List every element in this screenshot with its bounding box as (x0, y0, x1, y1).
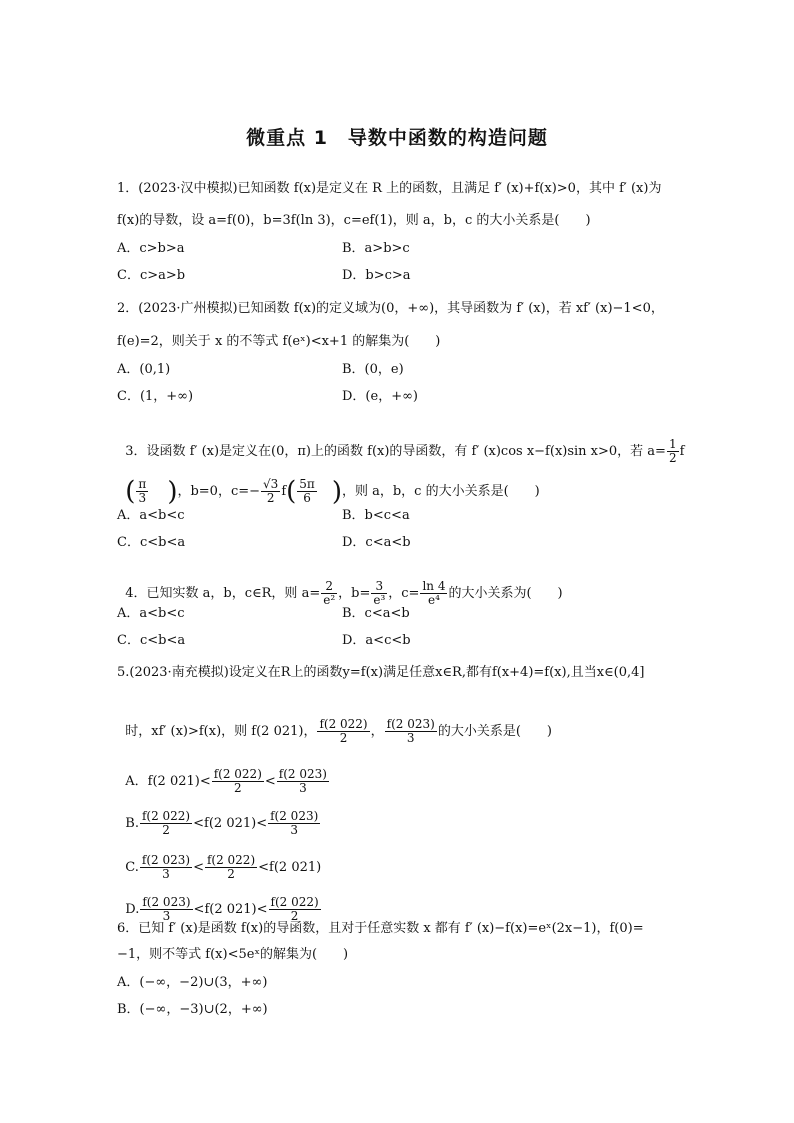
q3-fraction-pi-over-3: $\frac{\pi}{3}$ (138, 477, 147, 505)
q6-option-a: A．(−∞，−2)∪(3，+∞) (117, 975, 268, 990)
q2-option-d: D．(e，+∞) (342, 389, 418, 404)
q4-fraction-b: $\frac{3}{\text{e³}}$ (373, 579, 386, 607)
q5-option-c: C. $\frac{f(2 023)}{3}$ < $\frac{f(2 022)}{2}$ <f(2 021) (125, 853, 322, 881)
q5-option-d: D. $\frac{f(2 023)}{3}$ <f(2 021)< $\frac{f(2 022)}{2}$ (125, 895, 319, 923)
q2-option-c: C．(1，+∞) (117, 389, 194, 404)
q1-option-a: A．c>b>a (117, 241, 185, 256)
q3-fraction-sqrt3-over-2: $\frac{√3}{2}$ (263, 477, 279, 505)
q2-line-1: 2．(2023·广州模拟)已知函数 f(x)的定义域为(0，+∞)，其导函数为 f′ (x)，若 xf′ (x)−1<0， (117, 301, 664, 316)
page-title: 微重点 1 导数中函数的构造问题 (246, 127, 548, 149)
q5-line-2: 时，xf′ (x)>f(x)，则 f(2 021)， $\frac{f(2 022)}{2}$ ， $\frac{f(2 023)}{3}$ 的大小关系是( ) (125, 717, 552, 745)
q5-option-b: B. $\frac{f(2 022)}{2}$ <f(2 021)< $\frac{f(2 023)}{3}$ (125, 809, 319, 837)
q6-option-b: B．(−∞，−3)∪(2，+∞) (117, 1002, 268, 1017)
q6-line-1: 6．已知 f′ (x)是函数 f(x)的导函数，且对于任意实数 x 都有 f′ (x)−f(x)=eˣ(2x−1)，f(0)= (117, 921, 644, 936)
q3-line-1: 3．设函数 f′ (x)是定义在(0，π)上的函数 f(x)的导函数，有 f′ (x)cos x−f(x)sin x>0，若 a= $\frac{1}{2}$ f (125, 437, 685, 465)
q1-line-2: f(x)的导数，设 a=f(0)，b=3f(ln 3)，c=ef(1)，则 a，b，c 的大小关系是( ) (117, 213, 591, 228)
q1-option-d: D．b>c>a (342, 268, 411, 283)
q4-line-1: 4．已知实数 a，b，c∈R，则 a= $\frac{2}{\text{e²}}$ ，b= $\frac{3}{\text{e³}}$ ，c= $\frac{\ln 4}{\text{e⁴}}$ 的大小关系为( ) (125, 579, 563, 607)
q4-option-d: D．a<c<b (342, 633, 411, 648)
q2-option-b: B．(0，e) (342, 362, 404, 377)
q3-option-d: D．c<a<b (342, 535, 411, 550)
q3-line-1-text: 3．设函数 f′ (x)是定义在(0，π)上的函数 f(x)的导函数，有 f′ (x)cos x−f(x)sin x>0，若 a= (125, 444, 666, 459)
q4-option-c: C．c<b<a (117, 633, 186, 648)
q4-option-a: A．a<b<c (117, 606, 185, 621)
q4-fraction-c: $\frac{\ln 4}{\text{e⁴}}$ (422, 579, 446, 607)
q1-option-b: B．a>b>c (342, 241, 410, 256)
q3-option-a: A．a<b<c (117, 508, 185, 523)
q5-line-1: 5.(2023·南充模拟)设定义在R上的函数y=f(x)满足任意x∈R,都有f(x+4)=f(x),且当x∈(0,4] (117, 665, 645, 680)
q3-option-c: C．c<b<a (117, 535, 186, 550)
q4-option-b: B．c<a<b (342, 606, 410, 621)
q3-fraction-half: $\frac{1}{2}$ (668, 437, 677, 465)
q3-fraction-5pi-over-6: $\frac{5\pi}{6}$ (299, 477, 315, 505)
q2-line-2: f(e)=2，则关于 x 的不等式 f(eˣ)<x+1 的解集为( ) (117, 334, 441, 349)
q2-option-a: A．(0,1) (117, 362, 171, 377)
q6-line-2: −1，则不等式 f(x)<5eˣ的解集为( ) (117, 947, 349, 962)
q4-fraction-a: $\frac{2}{\text{e²}}$ (323, 579, 336, 607)
q5-option-a: A．f(2 021)< $\frac{f(2 022)}{2}$ < $\frac{f(2 023)}{3}$ (125, 767, 327, 795)
q1-option-c: C．c>a>b (117, 268, 186, 283)
q3-line-2: ( $\frac{\pi}{3}$ )，b=0，c=− $\frac{√3}{2}$ f( $\frac{5\pi}{6}$ )，则 a，b，c 的大小关系是( ) (125, 476, 540, 507)
q3-option-b: B．b<c<a (342, 508, 410, 523)
q1-line-1: 1．(2023·汉中模拟)已知函数 f(x)是定义在 R 上的函数，且满足 f′ (x)+f(x)>0，其中 f′ (x)为 (117, 181, 662, 196)
